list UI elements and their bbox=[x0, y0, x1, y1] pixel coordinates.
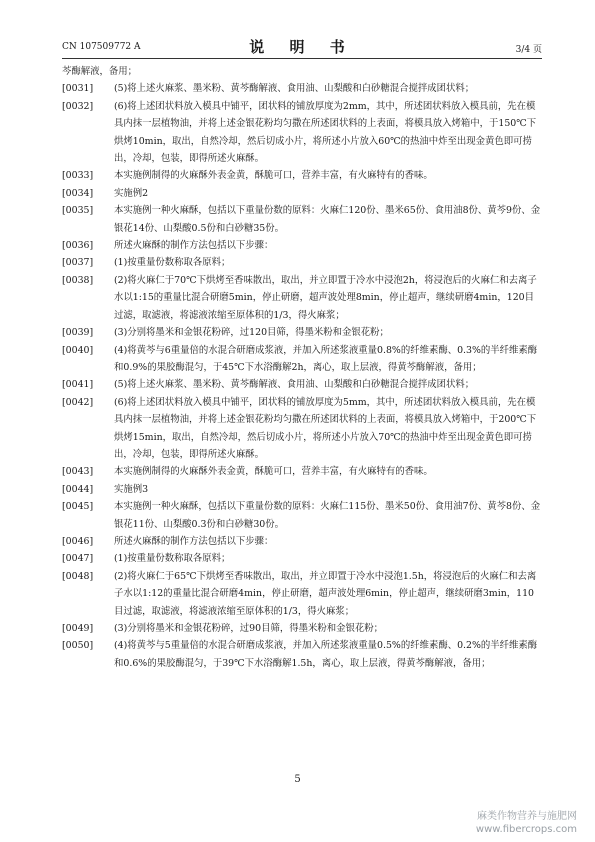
paragraph-text: (3)分别将墨米和金银花粉碎，过90目筛，得墨米粉和金银花粉； bbox=[114, 623, 383, 634]
paragraph-number: [0032] bbox=[62, 100, 94, 112]
paragraph-number: [0045] bbox=[62, 501, 94, 513]
paragraph-text: (2)将火麻仁于70℃下烘烤至香味散出，取出，并立即置于冷水中浸泡2h，将浸泡后的火麻仁和去离子水以1:15的重量比混合研磨5min，停止研磨，超声波处理8min，停止超声，继续研磨4min，120目过滤，取滤液，将滤液浓缩至原体积的1/3，得火麻浆； bbox=[114, 274, 537, 321]
paragraph bbox=[62, 237, 542, 254]
paragraph-text: (1)按重量份数称取各原料； bbox=[114, 257, 231, 269]
paragraph-number: [0041] bbox=[62, 379, 94, 391]
paragraph bbox=[62, 272, 542, 324]
paragraph bbox=[62, 324, 542, 341]
paragraph-text: (4)将黄芩与6重量倍的水混合研磨成浆液，并加入所述浆液重量0.8%的纤维素酶、0.3%的半纤维素酶和0.9%的果胶酶混匀，于45℃下水浴酶解2h，离心，取上层液，得黄芩酶解液，备用； bbox=[114, 344, 538, 373]
page-number: 5 bbox=[294, 774, 301, 785]
paragraph bbox=[62, 185, 542, 202]
paragraph bbox=[62, 254, 542, 271]
paragraph bbox=[62, 463, 542, 480]
paragraph-text: 本实施例一种火麻酥，包括以下重量份数的原料：火麻仁115份、墨米50份、食用油7份、黄芩8份、金银花11份、山梨酸0.3份和白砂糖30份。 bbox=[114, 501, 541, 530]
paragraph-number: [0039] bbox=[62, 327, 94, 339]
paragraph bbox=[62, 167, 542, 184]
paragraph-text: (5)将上述火麻浆、墨米粉、黄芩酶解液、食用油、山梨酸和白砂糖混合搅拌成团状料； bbox=[114, 83, 475, 95]
paragraph-text: 本实施例一种火麻酥，包括以下重量份数的原料：火麻仁120份、墨米65份、食用油8份、黄芩9份、金银花14份、山梨酸0.5份和白砂糖35份。 bbox=[114, 205, 541, 234]
paragraph-text: 本实施例制得的火麻酥外表金黄，酥脆可口，营养丰富，有火麻特有的香味。 bbox=[114, 466, 433, 478]
continued-text: 芩酶解液，备用； bbox=[62, 66, 138, 77]
paragraph-number: [0042] bbox=[62, 396, 94, 408]
paragraph-number: [0049] bbox=[62, 623, 94, 634]
paragraph-number: [0031] bbox=[62, 83, 94, 95]
paragraph-number: [0044] bbox=[62, 483, 94, 495]
paragraph-number: [0043] bbox=[62, 466, 94, 478]
paragraph-text: 本实施例制得的火麻酥外表金黄，酥脆可口，营养丰富，有火麻特有的香味。 bbox=[114, 170, 433, 182]
paragraph-number: [0037] bbox=[62, 257, 94, 269]
paragraph-text: 实施例3 bbox=[114, 483, 149, 495]
paragraph bbox=[62, 568, 542, 620]
page-header bbox=[62, 36, 542, 56]
paragraph-list bbox=[62, 80, 542, 672]
paragraph-text: (2)将火麻仁于65℃下烘烤至香味散出，取出，并立即置于冷水中浸泡1.5h，将浸泡后的火麻仁和去离子水以1:12的重量比混合研磨4min，停止研磨，超声波处理6min，停止超声，继续研磨3min，110目过滤，取滤液，将滤液浓缩至原体积的1/3，得火麻浆； bbox=[114, 570, 537, 617]
paragraph-number: [0035] bbox=[62, 205, 94, 217]
paragraph bbox=[62, 550, 542, 567]
document-body bbox=[62, 63, 542, 672]
paragraph-text: (6)将上述团状料放入模具中铺平，团状料的铺放厚度为2mm，其中，所述团状料放入模具前，先在模具内抹一层植物油，并将上述金银花粉均匀撒在所述团状料的上表面，将模具放入烤箱中，于150℃下烘烤10min，取出，自然冷却，然后切成小片，将所述小片放入60℃的热油中炸至出现金黄色即可捞出，冷却，包装，即得所述火麻酥。 bbox=[114, 100, 537, 165]
paragraph-text: 所述火麻酥的制作方法包括以下步骤： bbox=[114, 535, 274, 547]
watermark-title: 麻类作物营养与施肥网 bbox=[477, 811, 577, 822]
paragraph bbox=[62, 80, 542, 97]
paragraph bbox=[62, 376, 542, 393]
paragraph-text: 实施例2 bbox=[114, 187, 149, 199]
paragraph-number: [0050] bbox=[62, 640, 94, 652]
paragraph-text: (1)按重量份数称取各原料； bbox=[114, 553, 231, 565]
paragraph-number: [0036] bbox=[62, 240, 94, 252]
paragraph bbox=[62, 533, 542, 550]
paragraph-text: 所述火麻酥的制作方法包括以下步骤： bbox=[114, 240, 274, 252]
paragraph-text: (5)将上述火麻浆、墨米粉、黄芩酶解液、食用油、山梨酸和白砂糖混合搅拌成团状料； bbox=[114, 379, 475, 391]
document-title: 说 明 书 bbox=[249, 38, 355, 56]
paragraph bbox=[62, 98, 542, 168]
paragraph-text: (4)将黄芩与5重量倍的水混合研磨成浆液，并加入所述浆液重量0.5%的纤维素酶、0.2%的半纤维素酶和0.6%的果胶酶混匀，于39℃下水浴酶解1.5h，离心，取上层液，得黄芩酶解液，备用； bbox=[114, 640, 538, 669]
paragraph bbox=[62, 620, 542, 637]
paragraph bbox=[62, 202, 542, 237]
paragraph-number: [0038] bbox=[62, 274, 94, 286]
paragraph bbox=[62, 342, 542, 377]
paragraph bbox=[62, 481, 542, 498]
paragraph-number: [0046] bbox=[62, 535, 94, 547]
header-rule bbox=[62, 58, 542, 59]
patent-number: CN 107509772 A bbox=[62, 42, 141, 52]
paragraph-number: [0033] bbox=[62, 170, 94, 182]
paragraph-number: [0034] bbox=[62, 187, 94, 199]
page-indicator: 3/4 页 bbox=[515, 45, 542, 55]
paragraph-number: [0048] bbox=[62, 570, 94, 582]
paragraph-number: [0040] bbox=[62, 344, 94, 356]
paragraph bbox=[62, 637, 542, 672]
watermark bbox=[476, 810, 577, 836]
paragraph bbox=[62, 394, 542, 464]
paragraph bbox=[62, 498, 542, 533]
paragraph-text: (3)分别将墨米和金银花粉碎，过120目筛，得墨米粉和金银花粉； bbox=[114, 327, 389, 339]
watermark-url: www.fibercrops.com bbox=[475, 824, 577, 835]
paragraph-text: (6)将上述团状料放入模具中铺平，团状料的铺放厚度为5mm，其中，所述团状料放入模具前，先在模具内抹一层植物油，并将上述金银花粉均匀撒在所述团状料的上表面，将模具放入烤箱中，于200℃下烘烤15min，取出，自然冷却，然后切成小片，将所述小片放入70℃的热油中炸至出现金黄色即可捞出，冷却，包装，即得所述火麻酥。 bbox=[114, 396, 537, 460]
paragraph-number: [0047] bbox=[62, 553, 94, 565]
